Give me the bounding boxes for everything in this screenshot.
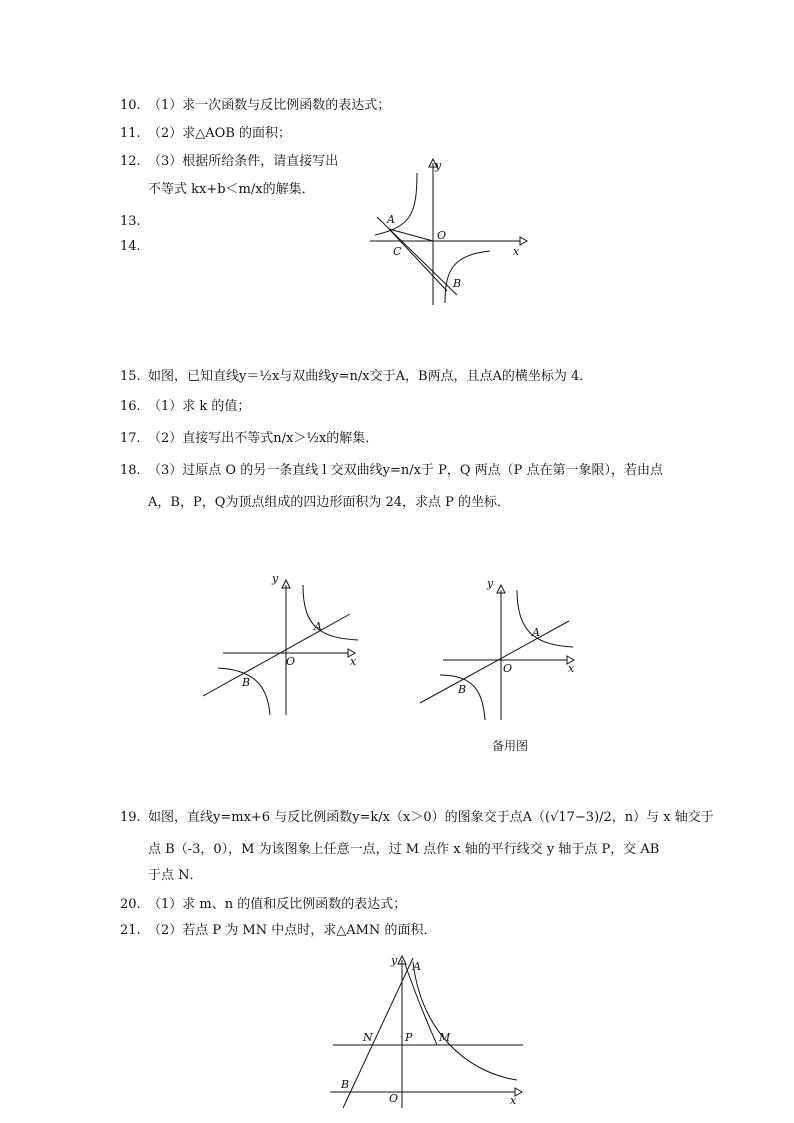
line-19-cont-1: 点 B（-3，0），M 为该图象上任意一点，过 M 点作 x 轴的平行线交 y 轴于点 P，交 AB	[148, 842, 660, 857]
fig4-p-label: P	[405, 1031, 413, 1044]
fig1-o-label: O	[437, 229, 447, 242]
line-19: 19. 如图，直线y=mx+6 与反比例函数y=k/x（x＞0）的图象交于点A（(√17−3)/2，n）与 x 轴交于	[120, 810, 714, 825]
line-11: 11. （2）求△AOB 的面积；	[120, 126, 292, 141]
figure-3	[415, 575, 580, 725]
line-15: 15. 如图，已知直线y＝½x与双曲线y=n/x交于A，B两点，且点A的横坐标为 4．	[120, 369, 593, 384]
line-19-cont-2: 于点 N．	[148, 868, 203, 883]
figure-3-caption: 备用图	[492, 739, 529, 753]
figure-2	[198, 570, 363, 720]
fig4-n-label: N	[363, 1031, 373, 1044]
line-10: 10. （1）求一次函数与反比例函数的表达式；	[120, 98, 391, 113]
line-13: 13.	[120, 214, 141, 229]
line-18: 18. （3）过原点 O 的另一条直线 l 交双曲线y=n/x于 P，Q 两点（P 点在第一象限），若由点	[120, 463, 663, 478]
fig3-b-label: B	[458, 683, 467, 696]
fig3-a-label: A	[532, 626, 540, 639]
fig4-o-label: O	[389, 1092, 399, 1105]
fig2-b-label: B	[242, 676, 251, 689]
line-12: 12. （3）根据所给条件，请直接写出	[120, 154, 339, 169]
fig2-y-label: y	[272, 572, 279, 585]
fig4-y-label: y	[391, 954, 398, 967]
fig1-a-label: A	[387, 213, 395, 226]
fig4-x-label: x	[510, 1094, 517, 1107]
line-21: 21. （2）若点 P 为 MN 中点时，求△AMN 的面积．	[120, 923, 437, 938]
figure-1	[365, 155, 530, 310]
fig2-x-label: x	[350, 655, 357, 668]
figure-4	[325, 950, 530, 1110]
fig3-x-label: x	[568, 662, 575, 675]
fig2-o-label: O	[286, 655, 296, 668]
line-12-cont: 不等式 kx+b＜m/x的解集．	[148, 182, 315, 197]
fig3-o-label: O	[503, 662, 513, 675]
line-14: 14.	[120, 239, 141, 254]
line-17: 17. （2）直接写出不等式n/x＞½x的解集．	[120, 431, 379, 446]
fig1-b-label: B	[453, 277, 462, 290]
line-16: 16. （1）求 k 的值；	[120, 399, 251, 414]
line-20: 20. （1）求 m、n 的值和反比例函数的表达式；	[120, 897, 407, 912]
fig4-a-label: A	[413, 960, 421, 973]
fig3-y-label: y	[487, 577, 494, 590]
fig2-a-label: A	[314, 620, 322, 633]
fig1-y-label: y	[435, 159, 442, 172]
fig1-x-label: x	[513, 245, 520, 258]
fig4-b-label: B	[341, 1078, 350, 1091]
fig4-m-label: M	[439, 1031, 451, 1044]
fig1-c-label: C	[393, 245, 402, 258]
line-18-cont: A，B，P，Q为顶点组成的四边形面积为 24，求点 P 的坐标．	[148, 495, 511, 510]
